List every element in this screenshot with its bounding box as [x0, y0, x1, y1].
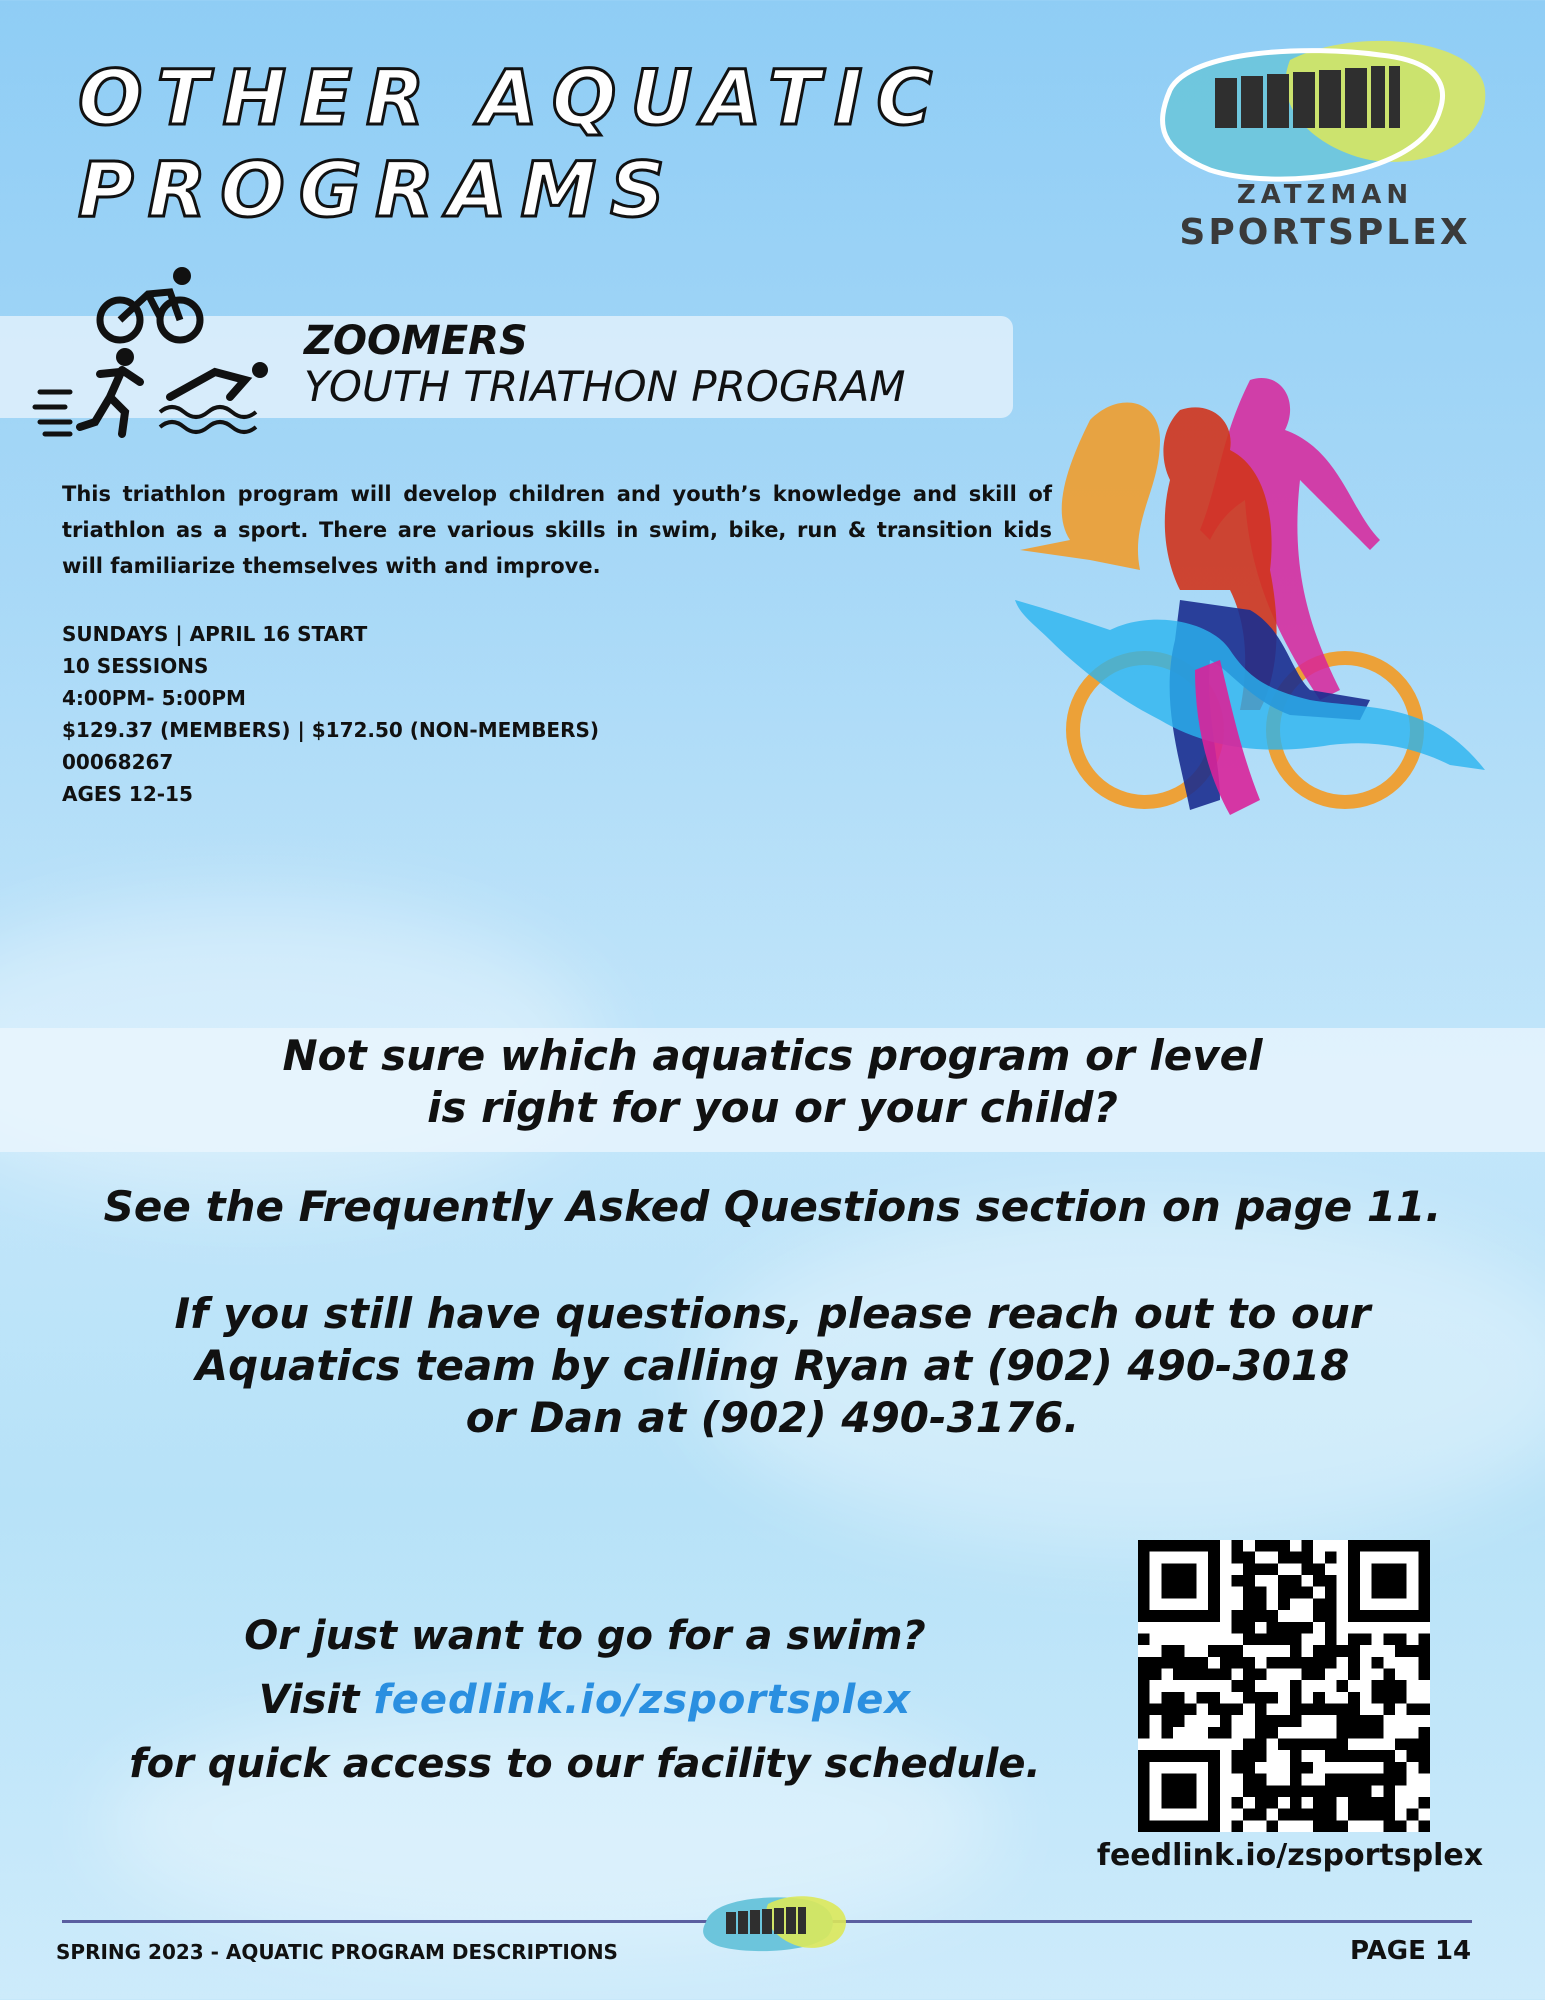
contact-line1: If you still have questions, please reach out to our — [174, 1289, 1371, 1338]
logo-text-zatzman: ZATZMAN — [1236, 180, 1414, 210]
swim-line1: Or just want to go for a swim? — [244, 1613, 926, 1659]
footer-logo — [698, 1892, 848, 1956]
qr-url[interactable]: feedlink.io/zsportsplex — [1096, 1838, 1484, 1873]
contact-line3: or Dan at (902) 490-3176. — [465, 1393, 1080, 1442]
qr-code[interactable] — [1138, 1540, 1430, 1832]
program-time: 4:00PM- 5:00PM — [62, 686, 246, 710]
contact-line2: Aquatics team by calling Ryan at (902) 490-3018 — [195, 1341, 1350, 1390]
contact-info — [0, 1288, 1545, 1444]
program-sessions: 10 SESSIONS — [62, 654, 209, 678]
faq-reference: See the Frequently Asked Questions section on page 11. — [103, 1182, 1442, 1231]
footer-season-label: SPRING 2023 - AQUATIC PROGRAM DESCRIPTIONS — [56, 1940, 618, 1964]
cyclist-icon — [100, 267, 200, 340]
swimmer-icon — [160, 362, 268, 432]
help-question-line2: is right for you or your child? — [427, 1083, 1118, 1132]
swim-info — [70, 1604, 1100, 1796]
triathlon-icons — [30, 262, 280, 447]
runner-icon — [35, 348, 140, 434]
program-description: This triathlon program will develop children and youth’s knowledge and skill of triathlon as a sport. There are various skills in swim, bike, run & transition kids will familiarize themselves with and improve. — [62, 482, 1052, 578]
help-question — [0, 1030, 1545, 1134]
program-schedule: SUNDAYS | APRIL 16 START — [62, 622, 368, 646]
page-number: PAGE 14 — [1350, 1936, 1472, 1966]
program-details — [62, 618, 599, 810]
swim-line2 — [70, 1668, 1100, 1732]
qr-code-image — [1138, 1540, 1430, 1832]
visit-prefix: Visit — [258, 1677, 360, 1723]
program-price: $129.37 (MEMBERS) | $172.50 (NON-MEMBERS) — [62, 718, 600, 742]
page-title — [78, 52, 946, 236]
page-title-line1: OTHER AQUATIC — [78, 53, 947, 142]
program-subtitle: YOUTH TRIATHON PROGRAM — [304, 362, 906, 411]
program-ages: AGES 12-15 — [62, 782, 193, 806]
program-code: 00068267 — [62, 750, 174, 774]
program-name: ZOOMERS — [304, 318, 528, 364]
schedule-link[interactable]: feedlink.io/zsportsplex — [373, 1677, 912, 1723]
help-question-line1: Not sure which aquatics program or level — [282, 1031, 1263, 1080]
page-title-line2: PROGRAMS — [78, 145, 679, 234]
logo-text-sportsplex: SPORTSPLEX — [1179, 212, 1471, 253]
swim-line3: for quick access to our facility schedule. — [129, 1741, 1041, 1787]
triathlon-athletes-illustration — [1010, 370, 1490, 840]
